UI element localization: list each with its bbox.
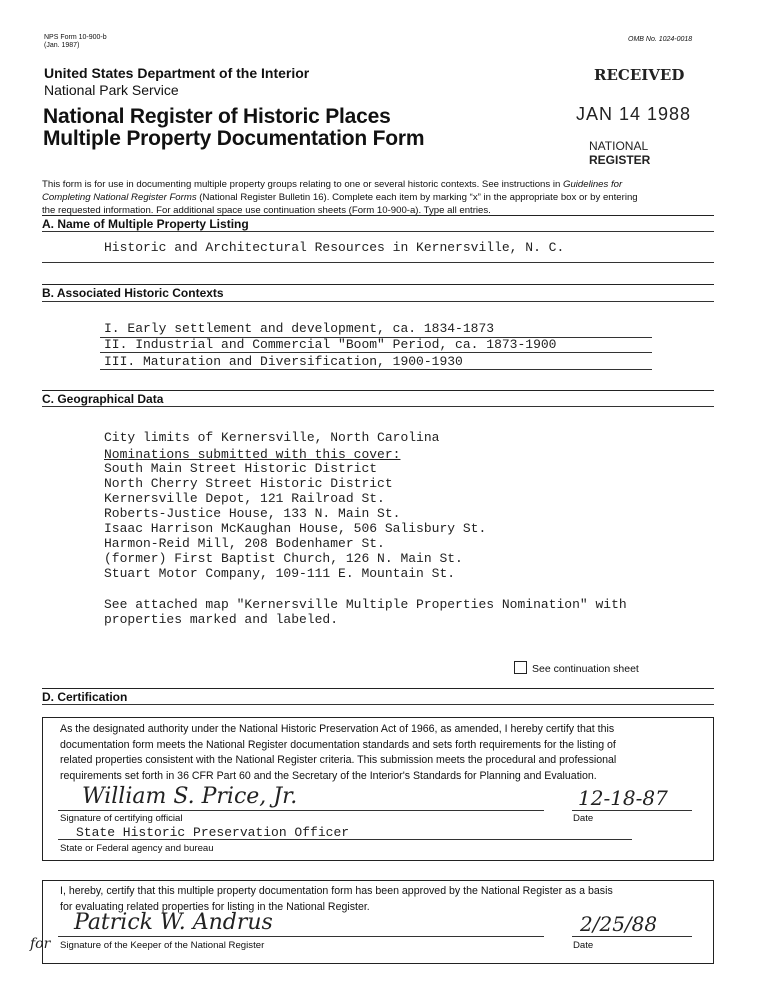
- nomination-4: Roberts-Justice House, 133 N. Main St.: [104, 506, 401, 521]
- form-date: (Jan. 1987): [44, 42, 80, 49]
- keeper-signature: Patrick W. Andrus: [74, 910, 273, 935]
- certifying-signature-label: Signature of certifying official: [60, 813, 183, 824]
- agency-label: State or Federal agency and bureau: [60, 843, 214, 854]
- geographical-area: City limits of Kernersville, North Carolina: [104, 430, 440, 445]
- nomination-1: South Main Street Historic District: [104, 461, 378, 476]
- keeper-signature-label: Signature of the Keeper of the National Register: [60, 940, 265, 951]
- map-note-line2: properties marked and labeled.: [104, 612, 339, 627]
- received-stamp: RECEIVED: [594, 66, 685, 84]
- keeper-date-label: Date: [573, 940, 594, 951]
- section-a-heading: A. Name of Multiple Property Listing: [42, 217, 249, 231]
- omb-number: OMB No. 1024-0018: [628, 36, 693, 43]
- form-number: NPS Form 10-900-b: [44, 34, 107, 41]
- nomination-6: Harmon-Reid Mill, 208 Bodenhamer St.: [104, 536, 385, 551]
- page-title-line1: National Register of Historic Places: [43, 105, 391, 128]
- service-name: National Park Service: [44, 82, 179, 98]
- nomination-2: North Cherry Street Historic District: [104, 476, 393, 491]
- page-title-line2: Multiple Property Documentation Form: [43, 127, 425, 150]
- nomination-5: Isaac Harrison McKaughan House, 506 Salisbury St.: [104, 521, 487, 536]
- continuation-checkbox[interactable]: [514, 661, 527, 674]
- keeper-date-value: 2/25/88: [580, 912, 658, 936]
- intro-text: This form is for use in documenting multiple property groups relating to one or several historic contexts. See instructions in Guidelines for Completing National Register Forms (National Register Bulletin 16). Complete each item by marking “x” in the appropriate box or by entering the requested information. For additional space use continuation sheets (Form 10-900-a). Type all entries.: [42, 179, 638, 216]
- certification-text: As the designated authority under the National Historic Preservation Act of 1966, as amended, I hereby certify that this documentation form meets the National Register documentation standards and sets forth requirements for the listing of related properties consistent with the National Register criteria. This submission meets the procedural and professional requirements set forth in 36 CFR Part 60 and the Secretary of the Interior's Standards for Planning and Evaluation.: [60, 723, 617, 782]
- section-c-heading: C. Geographical Data: [42, 392, 164, 406]
- section-b-heading: B. Associated Historic Contexts: [42, 286, 224, 300]
- context-1: I. Early settlement and development, ca. 1834-1873: [104, 321, 495, 336]
- agency-name: United States Department of the Interior: [44, 65, 310, 81]
- certifying-date-label: Date: [573, 813, 594, 824]
- register-stamp: REGISTER: [589, 153, 651, 167]
- nomination-8: Stuart Motor Company, 109-111 E. Mountain St.: [104, 566, 456, 581]
- multiple-property-name: Historic and Architectural Resources in Kernersville, N. C.: [104, 240, 565, 255]
- keeper-text: I, hereby, certify that this multiple property documentation form has been approved by the National Register as a basis for evaluating related properties for listing in the National Register.: [60, 885, 613, 913]
- nominations-label: Nominations submitted with this cover:: [104, 447, 401, 462]
- context-3: III. Maturation and Diversification, 1900-1930: [104, 354, 463, 369]
- agency-value: State Historic Preservation Officer: [76, 825, 350, 840]
- nomination-7: (former) First Baptist Church, 126 N. Main St.: [104, 551, 463, 566]
- nomination-3: Kernersville Depot, 121 Railroad St.: [104, 491, 385, 506]
- certifying-date-value: 12-18-87: [578, 786, 668, 810]
- certifying-signature: William S. Price, Jr.: [82, 784, 298, 809]
- map-note-line1: See attached map "Kernersville Multiple Properties Nomination" with: [104, 597, 627, 612]
- continuation-label: See continuation sheet: [532, 663, 639, 675]
- context-2: II. Industrial and Commercial "Boom" Period, ca. 1873-1900: [104, 337, 557, 352]
- keeper-for-prefix: for: [30, 936, 51, 952]
- national-stamp: NATIONAL: [589, 139, 649, 153]
- section-d-heading: D. Certification: [42, 690, 128, 704]
- received-date-stamp: JAN 14 1988: [576, 104, 692, 124]
